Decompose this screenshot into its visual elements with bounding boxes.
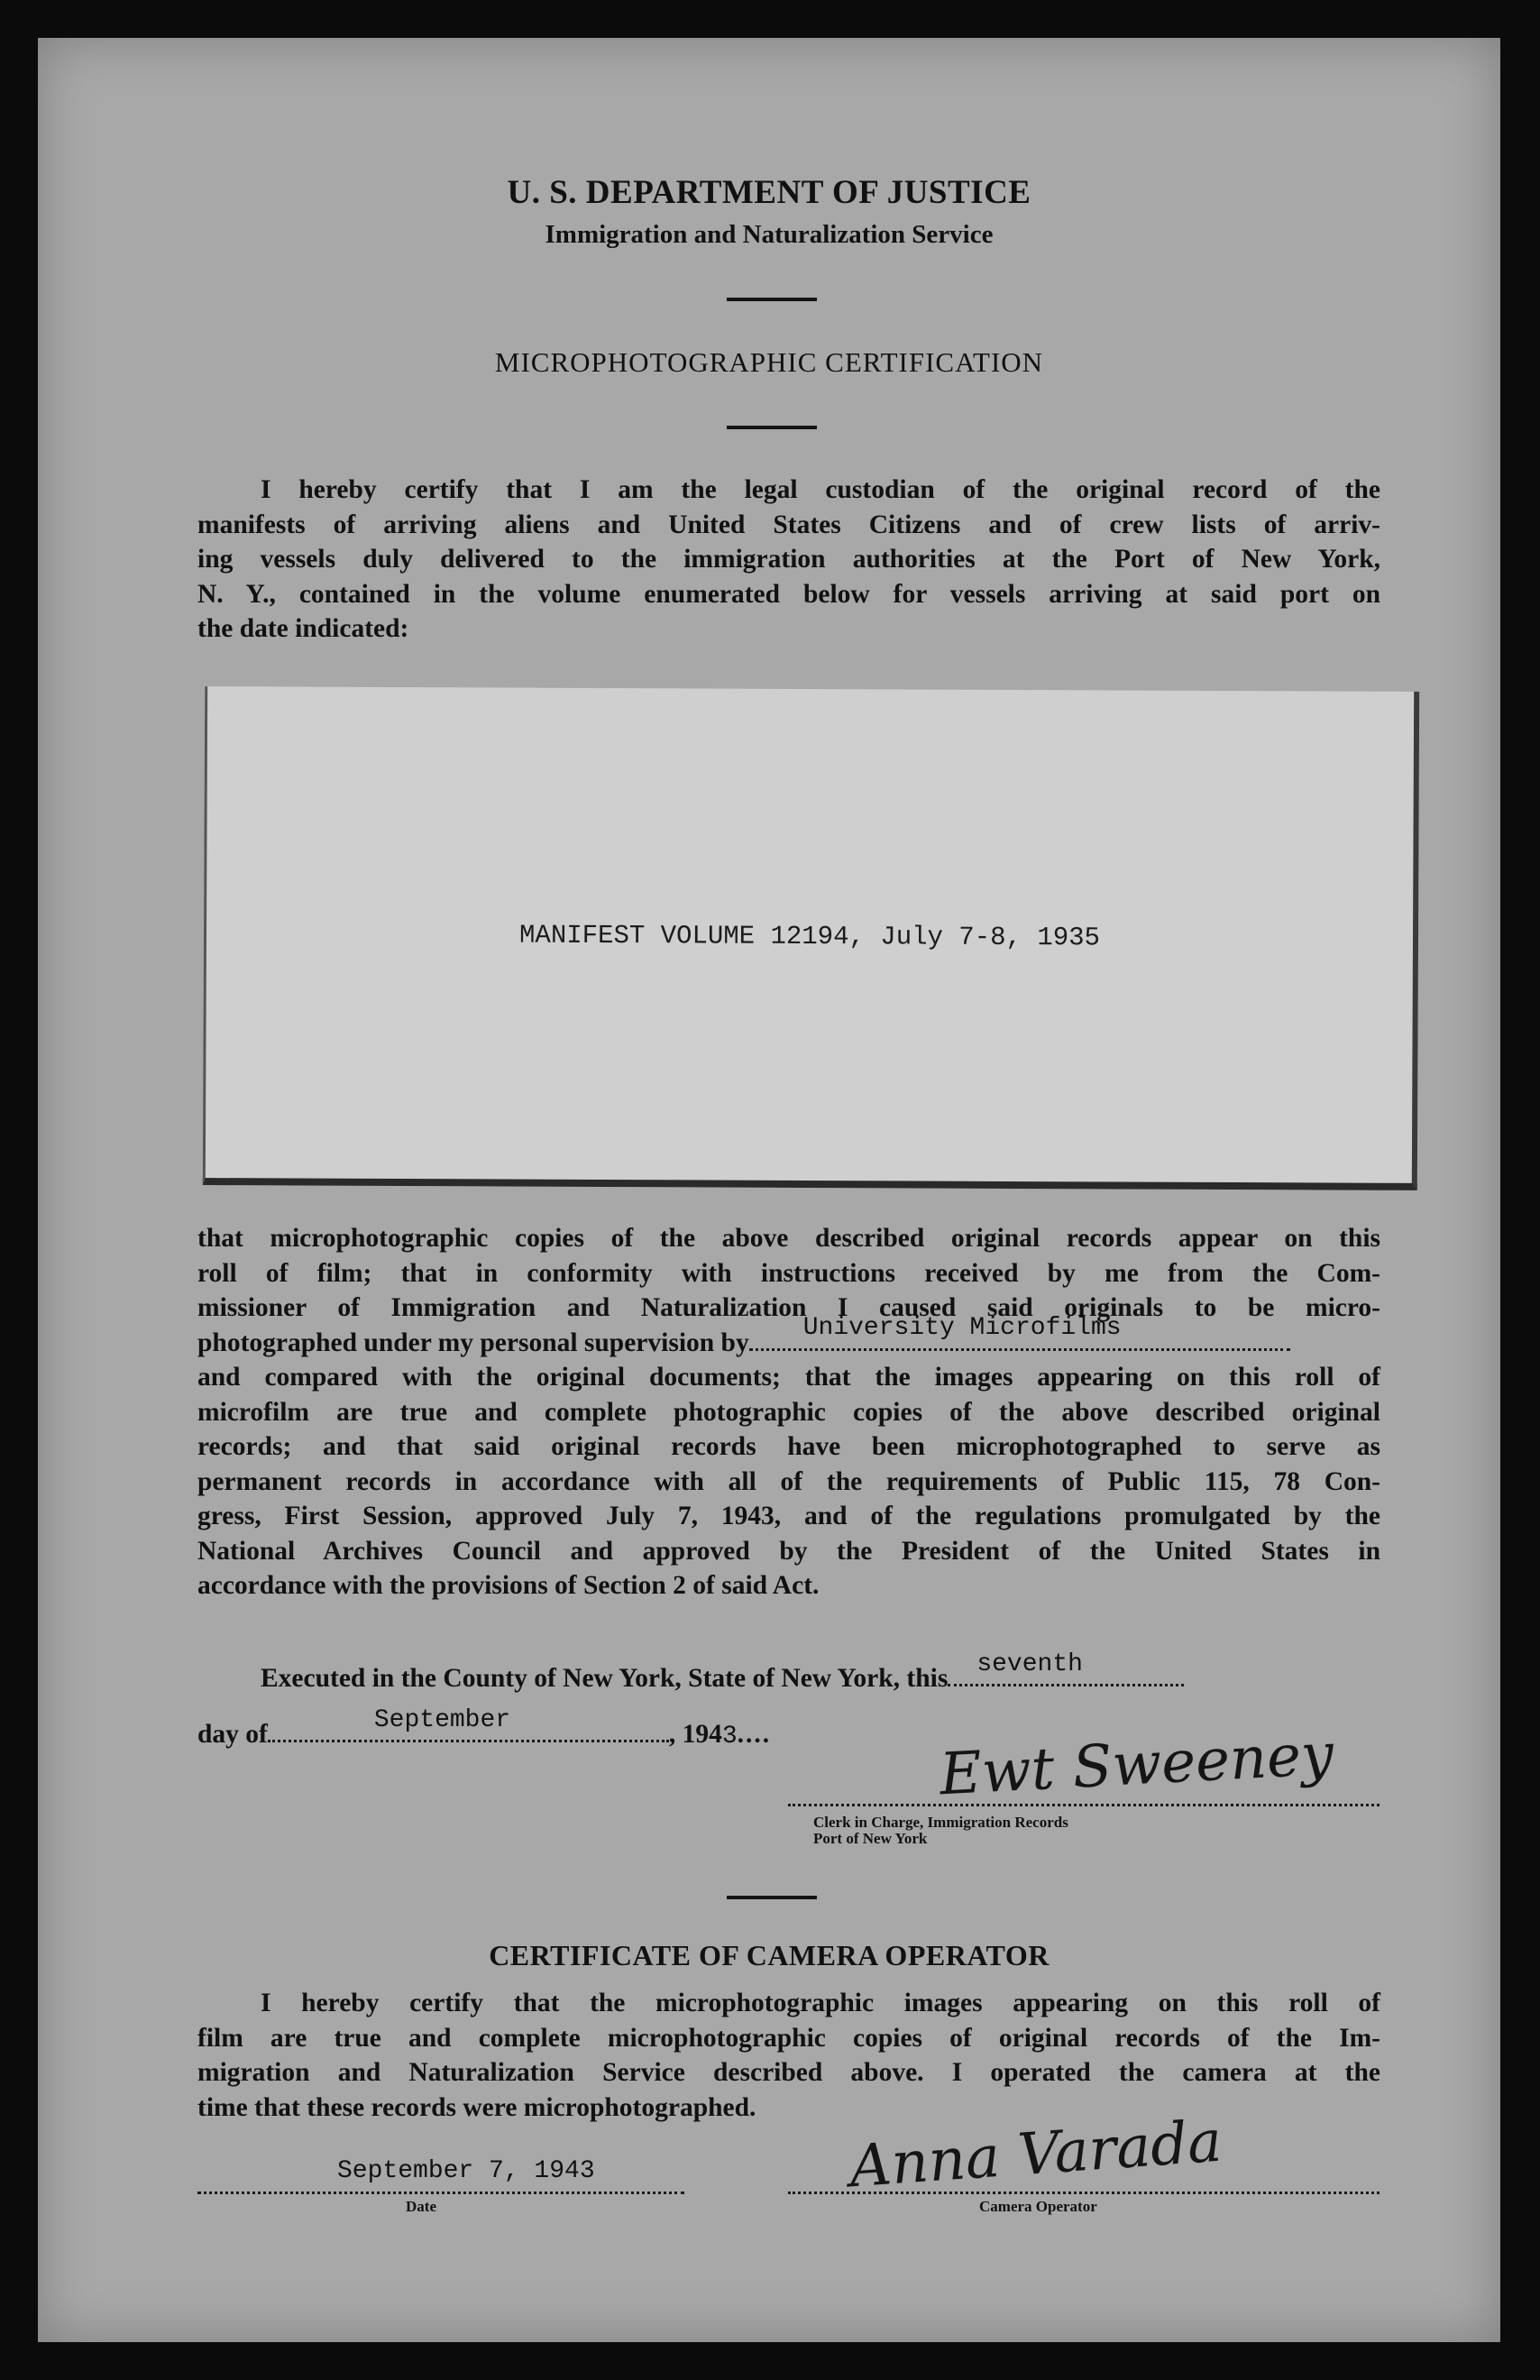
certificate-sheet: [38, 38, 1500, 2342]
supervision-dotted-field: [749, 1314, 1290, 1351]
body-line: records; and that said original records have been microphotographed to serve as: [197, 1432, 1380, 1461]
body-line: roll of film; that in conformity with instructions received by me from the Com-: [197, 1258, 1380, 1288]
operator-line: time that these records were microphotographed.: [197, 2092, 756, 2122]
section-rule: [727, 1896, 817, 1899]
clerk-signature-line: [788, 1802, 1380, 1806]
body-line: missioner of Immigration and Naturalization I caused said originals to be micro-: [197, 1293, 1380, 1322]
supervision-prefix: photographed under my personal supervision by: [197, 1328, 749, 1357]
body-line: National Archives Council and approved by the President of the United States in: [197, 1536, 1380, 1566]
date-value: September 7, 1943: [337, 2157, 595, 2185]
intro-line: manifests of arriving aliens and United States Citizens and of crew lists of arriv-: [197, 510, 1380, 539]
body-line: and compared with the original documents; that the images appearing on this roll of: [197, 1363, 1380, 1392]
intro-line: N. Y., contained in the volume enumerated below for vessels arriving at said port on: [197, 579, 1380, 609]
operator-line: I hereby certify that the microphotographic images appearing on this roll of: [261, 1989, 1380, 2017]
operator-paragraph: [197, 1986, 1380, 2125]
month-value: September: [373, 1705, 511, 1734]
execution-day-field: [948, 1649, 1184, 1686]
operator-section-title: CERTIFICATE OF CAMERA OPERATOR: [489, 1939, 1050, 1971]
intro-line: I hereby certify that I am the legal custodian of the original record of the: [261, 475, 1380, 504]
clerk-title-line2: Port of New York: [813, 1830, 928, 1847]
intro-line: ing vessels duly delivered to the immigration authorities at the Port of New York,: [197, 545, 1380, 574]
intro-paragraph: [197, 473, 1380, 647]
year-prefix: , 194: [668, 1720, 722, 1749]
manifest-volume-text: MANIFEST VOLUME 12194, July 7-8, 1935: [518, 920, 1101, 953]
title-rule: [727, 426, 817, 429]
supervision-line: [197, 1314, 1380, 1361]
intro-line: the date indicated:: [197, 614, 409, 643]
execution-line-1: [197, 1649, 1380, 1696]
date-line: [197, 2190, 684, 2194]
department-title: U. S. DEPARTMENT OF JUSTICE: [507, 174, 1031, 211]
body-line: permanent records in accordance with all of the requirements of Public 115, 78 Con-: [197, 1466, 1380, 1496]
body-paragraph: [197, 1221, 1380, 1604]
body-line: accordance with the provisions of Section 2 of said Act.: [197, 1571, 820, 1600]
body-line: that microphotographic copies of the above described original records appear on this: [197, 1224, 1380, 1253]
date-label: Date: [406, 2198, 436, 2215]
execution-day-value: seventh: [976, 1649, 1083, 1678]
body-line: gress, First Session, approved July 7, 1943, and of the regulations promulgated by the: [197, 1502, 1380, 1530]
operator-signature: Anna Varada: [847, 2108, 1224, 2201]
clerk-signature: Ewt Sweeney: [938, 1721, 1335, 1809]
supervision-value: University Microfilms: [802, 1314, 1122, 1342]
execution-prefix: Executed in the County of New York, State of New York, this: [261, 1664, 949, 1693]
manifest-slip: [203, 686, 1419, 1190]
body-line: microfilm are true and complete photographic copies of the above described original: [197, 1397, 1380, 1427]
camera-operator-label: Camera Operator: [979, 2198, 1097, 2215]
execution-line-2: day of September , 1943....: [197, 1717, 919, 1755]
service-subtitle: Immigration and Naturalization Service: [545, 220, 994, 249]
year-digit: 3: [721, 1723, 738, 1751]
operator-line: film are true and complete microphotographic copies of original records of the Im-: [197, 2023, 1380, 2053]
day-of-label: day of: [197, 1720, 268, 1749]
clerk-title-line1: Clerk in Charge, Immigration Records: [813, 1814, 1068, 1831]
header-rule: [727, 298, 817, 301]
operator-line: migration and Naturalization Service described above. I operated the camera at the: [197, 2058, 1380, 2087]
form-title: MICROPHOTOGRAPHIC CERTIFICATION: [494, 346, 1044, 378]
